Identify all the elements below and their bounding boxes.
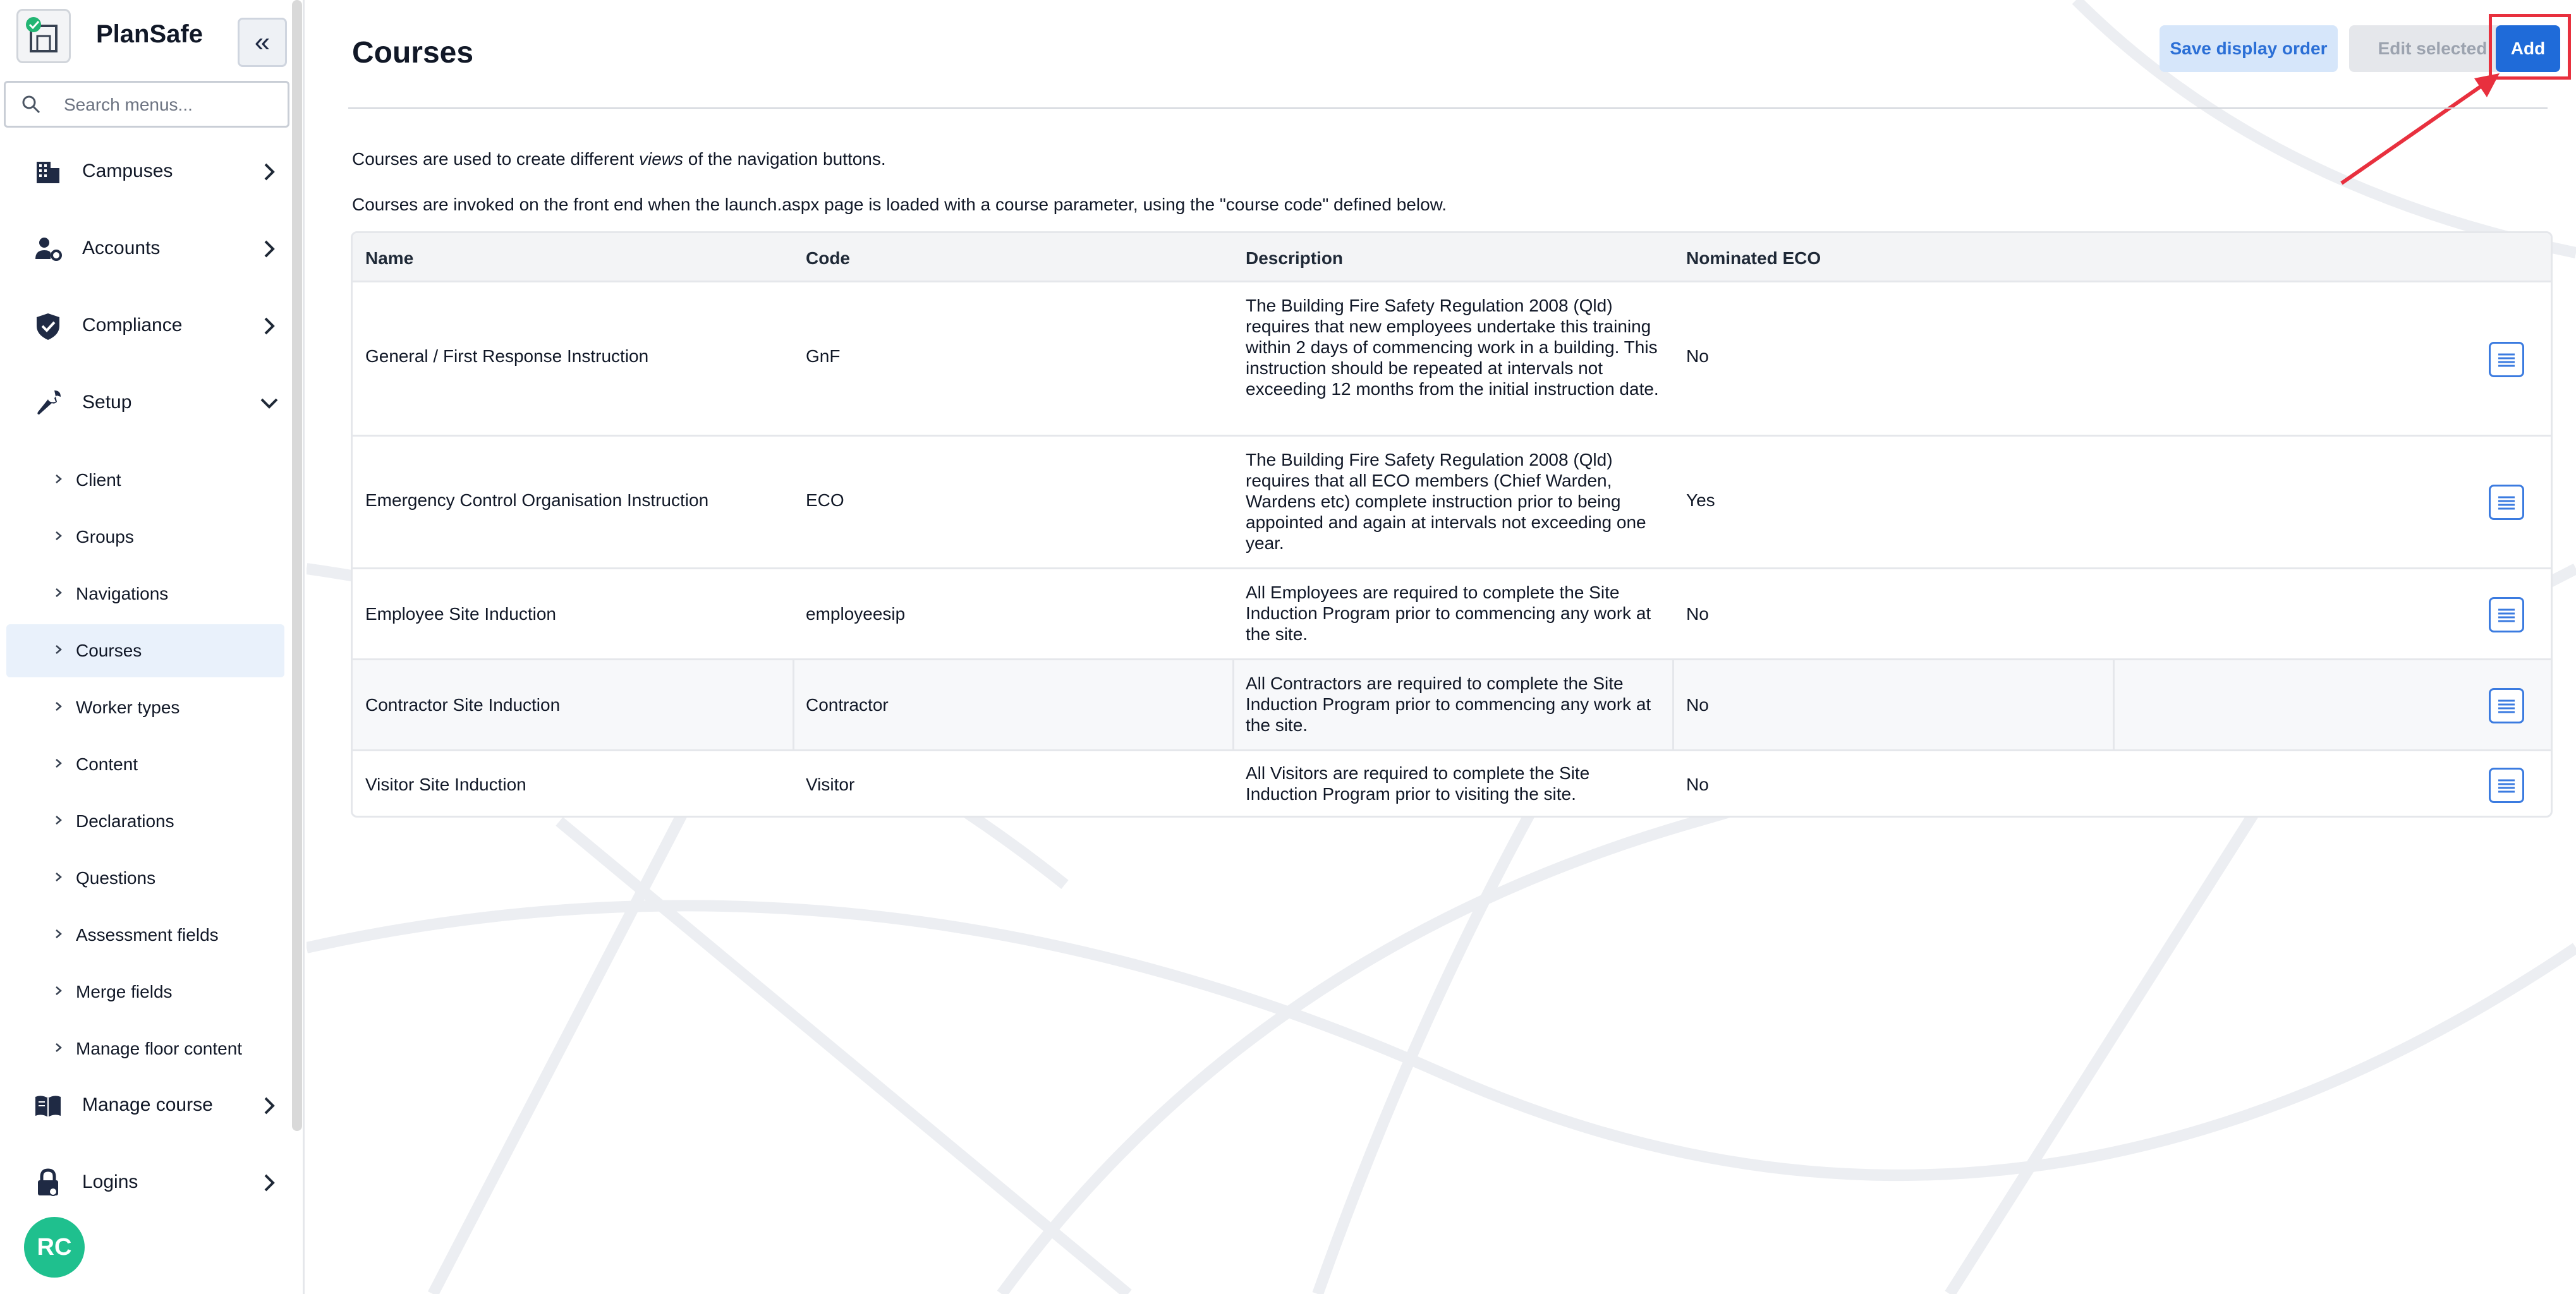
list-icon [2491, 690, 2522, 722]
chevron-right-icon [52, 756, 66, 771]
sidebar-subitem-label: Content [76, 754, 138, 774]
brand [16, 9, 276, 63]
sidebar-subitem-label: Navigations [76, 584, 169, 603]
sidebar-subitem-label: Questions [76, 868, 156, 888]
sidebar-item-manage-course[interactable] [0, 1075, 292, 1136]
intro-text-line-2: Courses are invoked on the front end when the launch.aspx page is loaded with a course parameter, using the "course code" defined below. [352, 195, 1447, 214]
cell-nominated-eco: No [1686, 695, 1709, 715]
list-icon [2491, 599, 2522, 631]
cell-nominated-eco: No [1686, 346, 1709, 366]
sidebar-subitem-label: Manage floor content [76, 1039, 243, 1058]
chevron-right-icon [52, 813, 66, 828]
cell-code: Visitor [806, 775, 855, 794]
search-menus-input[interactable] [63, 90, 277, 119]
sidebar-subitem-groups[interactable] [6, 511, 284, 564]
sidebar-subitem-declarations[interactable] [6, 795, 284, 848]
cell-description: All Visitors are required to complete the Site Induction Program prior to visiting the site. [1246, 763, 1590, 804]
column-divider [1232, 660, 1234, 749]
sidebar-subitem-label: Groups [76, 527, 134, 547]
sidebar-subitem-label: Worker types [76, 698, 180, 717]
column-header-description: Description [1246, 248, 1344, 268]
cell-description: The Building Fire Safety Regulation 2008 (Qld) requires that all ECO members (Chief Warden, Wardens etc) complete instruction prior to being appointed and again at intervals not exceeding one year. [1246, 450, 1646, 553]
sidebar-item-label: Accounts [82, 238, 161, 258]
main-content [307, 0, 2576, 1294]
table-header [353, 233, 2551, 282]
building-icon [33, 157, 63, 187]
sidebar-subitem-navigations[interactable] [6, 567, 284, 620]
chevron-right-icon [258, 160, 281, 183]
collapse-sidebar-button[interactable] [238, 18, 287, 67]
cell-nominated-eco: No [1686, 775, 1709, 794]
row-details-button[interactable] [2489, 342, 2524, 377]
table-row[interactable] [353, 569, 2551, 660]
cell-code: employeesip [806, 604, 906, 624]
table-row[interactable] [353, 437, 2551, 569]
column-divider [793, 660, 794, 749]
user-gear-icon [33, 234, 63, 264]
sidebar-item-setup[interactable] [0, 373, 292, 433]
intro-text-line-1: Courses are used to create different views of the navigation buttons. [352, 149, 886, 169]
chevron-right-icon [52, 471, 66, 487]
chevron-right-icon [258, 315, 281, 337]
sidebar-subitem-courses[interactable] [6, 624, 284, 677]
page-title: Courses [352, 36, 474, 70]
sidebar-item-label: Compliance [82, 315, 183, 336]
chevron-right-icon [52, 869, 66, 885]
sidebar-subitem-assessment-fields[interactable] [6, 909, 284, 962]
table-row[interactable] [353, 751, 2551, 818]
avatar[interactable]: RC [24, 1217, 85, 1278]
save-display-order-button[interactable]: Save display order [2160, 25, 2338, 72]
column-divider [1672, 660, 1674, 749]
cell-name: Employee Site Induction [365, 604, 556, 624]
cell-name: Emergency Control Organisation Instruction [365, 490, 709, 510]
sidebar-item-campuses[interactable] [0, 142, 292, 202]
cell-name: General / First Response Instruction [365, 346, 649, 366]
cell-name: Contractor Site Induction [365, 695, 561, 715]
cell-nominated-eco: No [1686, 604, 1709, 624]
sidebar-item-label: Setup [82, 392, 132, 413]
sidebar [0, 0, 305, 1294]
lock-icon [33, 1168, 63, 1198]
cell-name: Visitor Site Induction [365, 775, 526, 794]
sidebar-item-compliance[interactable] [0, 296, 292, 356]
chevron-right-icon [52, 642, 66, 657]
sidebar-subitem-manage-floor-content[interactable] [6, 1022, 284, 1075]
sidebar-subitem-label: Client [76, 470, 121, 490]
cell-nominated-eco: Yes [1686, 490, 1715, 510]
sidebar-item-label: Manage course [82, 1094, 213, 1115]
chevron-right-icon [52, 926, 66, 941]
row-details-button[interactable] [2489, 768, 2524, 803]
courses-table [351, 231, 2553, 818]
annotation-arrow-icon [2329, 63, 2518, 190]
search-box [4, 81, 289, 128]
chevron-right-icon [258, 1171, 281, 1194]
chevron-right-icon [52, 699, 66, 714]
cell-code: ECO [806, 490, 844, 510]
sidebar-item-label: Campuses [82, 160, 173, 181]
column-header-name: Name [365, 248, 414, 268]
chevron-right-icon [52, 1040, 66, 1055]
brand-name: PlanSafe [96, 20, 203, 48]
row-details-button[interactable] [2489, 485, 2524, 520]
cell-description: All Employees are required to complete the Site Induction Program prior to commencing any work at the site. [1246, 583, 1651, 644]
sidebar-subitem-client[interactable] [6, 454, 284, 507]
sidebar-subitem-label: Declarations [76, 811, 174, 831]
column-divider [2113, 660, 2115, 749]
sidebar-item-accounts[interactable] [0, 219, 292, 279]
cell-description: The Building Fire Safety Regulation 2008 (Qld) requires that new employees undertake this training within 2 days of commencing work in a building. This instruction should be repeated at intervals not exceeding 12 months from the initial instruction date. [1246, 296, 1659, 399]
list-icon [2491, 487, 2522, 518]
add-button[interactable]: Add [2496, 25, 2560, 72]
sidebar-subitem-merge-fields[interactable] [6, 965, 284, 1019]
list-icon [2491, 770, 2522, 801]
sidebar-subitem-label: Courses [76, 641, 142, 660]
list-icon [2491, 344, 2522, 375]
sidebar-item-label: Logins [82, 1171, 138, 1192]
chevron-right-icon [258, 1094, 281, 1117]
table-row[interactable] [353, 282, 2551, 437]
shield-check-icon [33, 311, 63, 341]
sidebar-subitem-worker-types[interactable] [6, 681, 284, 734]
edit-selected-button[interactable]: Edit selected [2349, 25, 2516, 72]
sidebar-scrollbar[interactable] [292, 0, 302, 1131]
book-icon [33, 1091, 63, 1121]
cell-code: GnF [806, 346, 841, 366]
sidebar-subitem-label: Merge fields [76, 982, 173, 1001]
column-header-code: Code [806, 248, 850, 268]
sidebar-subitem-questions[interactable] [6, 852, 284, 905]
column-header-nominated-eco: Nominated ECO [1686, 248, 1821, 268]
search-icon [21, 94, 41, 114]
chevron-down-icon [258, 392, 281, 414]
sidebar-item-logins[interactable] [0, 1152, 292, 1213]
plansafe-logo-icon [16, 9, 71, 63]
chevron-right-icon [52, 528, 66, 543]
row-details-button[interactable] [2489, 688, 2524, 723]
sidebar-subitem-content[interactable] [6, 738, 284, 791]
sidebar-subitem-label: Assessment fields [76, 925, 219, 945]
header-divider [348, 107, 2548, 109]
table-row[interactable] [353, 660, 2551, 751]
cell-description: All Contractors are required to complete the Site Induction Program prior to commencing any work at the site. [1246, 674, 1651, 735]
wrench-icon [33, 388, 63, 418]
double-chevron-left-icon: « [254, 27, 270, 57]
cell-code: Contractor [806, 695, 889, 715]
chevron-right-icon [258, 238, 281, 260]
chevron-right-icon [52, 983, 66, 998]
chevron-right-icon [52, 585, 66, 600]
row-details-button[interactable] [2489, 597, 2524, 632]
